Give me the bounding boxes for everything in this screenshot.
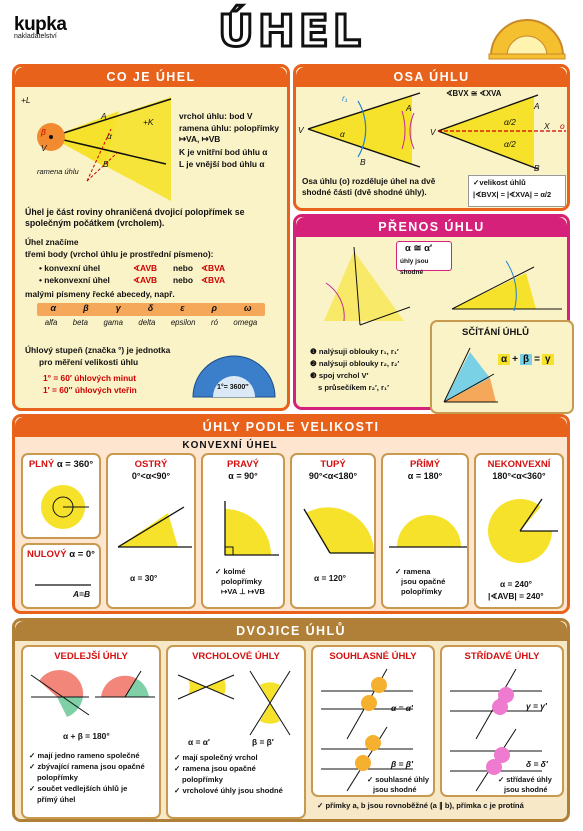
- greek-letter-name: omega: [233, 318, 258, 327]
- full-angle-figure: [35, 477, 91, 533]
- osa-X: X: [544, 121, 550, 131]
- konvex-nebo: nebo: [173, 263, 194, 273]
- card-note-1: ✓ mají jedno rameno společné: [29, 751, 140, 760]
- label-ramena: ramena úhlu: [37, 167, 79, 176]
- card-eq-2: β = β′: [252, 737, 274, 747]
- card-title: TUPÝ: [320, 459, 346, 470]
- obtuse-angle-figure: [296, 501, 376, 557]
- label-A: A: [101, 111, 107, 121]
- def-bullet-1: vrchol úhlu: bod V: [179, 111, 253, 121]
- vertical-angles-figure: [174, 667, 302, 737]
- congruence-eq: α ≅ α′: [405, 243, 433, 254]
- card-title: PŘÍMÝ: [409, 459, 441, 470]
- sum-beta: β: [520, 354, 532, 365]
- znacime-1: třemi body (vrchol úhlu je prostřední písmeno):: [25, 249, 214, 259]
- card-ostry: [106, 453, 196, 609]
- konvex-label: • konvexní úhel: [39, 263, 101, 273]
- greek-letter-name: beta: [72, 318, 88, 327]
- def-bullet-4: L je vnější bod úhlu α: [179, 159, 265, 169]
- card-title: PRAVÝ: [226, 459, 260, 470]
- greek-letter: ε: [180, 303, 185, 313]
- dvojice-footer: ✓ přímky a, b jsou rovnoběžné (a ∥ b), přímka c je protíná: [317, 801, 524, 810]
- label-alpha: α: [107, 131, 112, 141]
- card-primy: [381, 453, 469, 609]
- card-title: VEDLEJŠÍ ÚHLY: [54, 651, 128, 662]
- card-cond: α = 180°: [407, 471, 443, 481]
- card-title: PLNÝ α = 360°: [28, 459, 94, 470]
- card-title: NEKONVEXNÍ: [487, 459, 551, 470]
- card-title: NULOVÝ α = 0°: [27, 549, 95, 560]
- card-note-2: ✓ zbývající ramena jsou opačné: [29, 762, 145, 771]
- def-bullet-3: K je vnitřní bod úhlu α: [179, 147, 268, 157]
- right-angle-figure: [211, 499, 281, 559]
- card-vrcholove: [166, 645, 306, 819]
- card-note-3: polopřímky: [182, 775, 223, 784]
- card-pravy: [201, 453, 285, 609]
- osa-text: Osa úhlu (o) rozděluje úhel na dvě shodné části (dvě shodné úhly).: [302, 177, 436, 197]
- osa-V2: V: [430, 127, 436, 137]
- card-note-2: jsou shodné: [373, 785, 417, 794]
- acute-angle-figure: [114, 501, 194, 551]
- konvex-sym-2: ∢BVA: [201, 263, 226, 273]
- prenos-step-2: ❷ nalýsuji oblouky r₂, r₂′: [310, 359, 400, 368]
- card-note-5: přímý úhel: [37, 795, 76, 804]
- stupen-2: pro měření velikosti úhlu: [39, 357, 139, 367]
- card-note-2: ✓ ramena jsou opačné: [174, 764, 256, 773]
- osa-o: o: [560, 121, 565, 131]
- greek-letter-name: epsilon: [170, 318, 196, 327]
- card-plny: [21, 453, 101, 539]
- congruence-sub: úhly jsou shodné: [400, 258, 429, 276]
- prenos-step-3: ❸ spoj vrchol V′: [310, 371, 369, 380]
- panel-co-je-uhel: [12, 64, 290, 411]
- card-note-1: ✓ ramena: [395, 567, 431, 576]
- card-eq-1: γ = γ′: [526, 701, 547, 711]
- card-value: α = 120°: [314, 573, 347, 583]
- nekonvex-label: • nekonvexní úhel: [39, 275, 110, 285]
- sum-alpha: α: [498, 354, 510, 365]
- transfer-figure-2: [446, 247, 566, 317]
- osa-V1: V: [298, 125, 304, 135]
- greek-line: malými písmeny řecké abecedy, např.: [25, 289, 175, 299]
- definition-text: Úhel je část roviny ohraničená dvojicí polopřímek se společným počátkem (vrcholem).: [25, 207, 245, 228]
- card-note-1: ✓ souhlasné úhly: [367, 775, 430, 784]
- osa-A2: A: [534, 101, 540, 111]
- osa-alpha1: α: [340, 129, 345, 139]
- nekonvex-sym-1: ∢AVB: [133, 275, 158, 285]
- card-souhlasne: [311, 645, 435, 797]
- greek-letter-name: gama: [103, 318, 123, 327]
- nekonvex-nebo: nebo: [173, 275, 194, 285]
- nulovy-eq: A=B: [73, 589, 90, 599]
- greek-strip: [37, 303, 265, 331]
- osa-half-bot: α/2: [504, 139, 516, 149]
- card-title: STŘÍDAVÉ ÚHLY: [464, 651, 540, 662]
- greek-letter: ω: [243, 303, 252, 313]
- osa-r1: r₁: [342, 93, 348, 103]
- minuty: 1° = 60′ úhlových minut: [43, 373, 137, 383]
- def-bullet-2: ramena úhlu: polopřímky ↦VA, ↦VB: [179, 123, 280, 144]
- card-eq-2: β = β′: [391, 759, 413, 769]
- sum-eq: =: [534, 354, 540, 365]
- protractor-label: 1°= 3600″: [217, 384, 249, 391]
- bisector-figure-2: [434, 95, 568, 175]
- card-cond: 0°<α<90°: [131, 471, 171, 481]
- card-nulovy: [21, 543, 101, 609]
- card-note-2: jsou opačné: [401, 577, 446, 586]
- card-note-4: ✓ součet vedlejších úhlů je: [29, 784, 128, 793]
- card-note-4: ✓ vrcholové úhly jsou shodné: [174, 786, 283, 795]
- card-title: VRCHOLOVÉ ÚHLY: [192, 651, 280, 662]
- card-cond: 90°<α<180°: [308, 471, 358, 481]
- greek-letter: γ: [115, 303, 121, 313]
- panel-heading: CO JE ÚHEL: [15, 67, 287, 87]
- card-value-2: |∢AVB| = 240°: [488, 591, 544, 601]
- card-nekonvexni: [474, 453, 564, 609]
- osa-note-box: [468, 175, 566, 207]
- card-note-3: polopřímky: [37, 773, 78, 782]
- card-tupy: [290, 453, 376, 609]
- sum-gamma: γ: [542, 354, 554, 365]
- card-eq-1: α = α′: [188, 737, 210, 747]
- sum-formula: [498, 354, 554, 365]
- card-eq: α + β = 180°: [63, 731, 110, 741]
- panel-heading: OSA ÚHLU: [296, 67, 567, 87]
- sum-plus: +: [512, 354, 518, 365]
- card-note-3: polopřímky: [401, 587, 442, 596]
- logo-subtext: nakladatelství: [14, 33, 57, 40]
- panel-heading: ÚHLY PODLE VELIKOSTI: [15, 417, 567, 437]
- label-beta: β: [41, 127, 46, 137]
- adjacent-angles-figure: [27, 667, 157, 723]
- card-value: α = 240°: [500, 579, 533, 589]
- card-title: SOUHLASNÉ ÚHLY: [329, 651, 417, 662]
- label-K: +K: [143, 117, 154, 127]
- greek-letter: α: [50, 303, 57, 313]
- page-title: ÚHEL: [218, 6, 365, 57]
- konvex-sym-1: ∢AVB: [133, 263, 158, 273]
- scitani-heading: SČÍTÁNÍ ÚHLŮ: [462, 327, 530, 338]
- osa-half-top: α/2: [504, 117, 516, 127]
- nekonvex-sym-2: ∢BVA: [201, 275, 226, 285]
- osa-note-1: ✓velikost úhlů: [473, 178, 526, 187]
- prenos-step-4: s průsečíkem r₂′, r₁′: [318, 383, 389, 392]
- card-value: α = 30°: [130, 573, 158, 583]
- greek-letter: δ: [147, 303, 154, 313]
- card-eq-1: α = α′: [391, 703, 413, 713]
- card-cond: α = 90°: [228, 471, 258, 481]
- panel-scitani: [430, 320, 574, 414]
- card-note-1: ✓ mají společný vrchol: [174, 753, 258, 762]
- panel-velikost: [12, 414, 570, 614]
- card-eq-2: δ = δ′: [526, 759, 548, 769]
- osa-B2: B: [534, 163, 540, 173]
- osa-A1: A: [406, 103, 412, 113]
- greek-letter-name: ró: [211, 318, 218, 327]
- osa-eq-top: ∢BVX ≅ ∢XVA: [446, 89, 502, 98]
- card-note-2: jsou shodné: [504, 785, 548, 794]
- congruence-box: [396, 241, 452, 276]
- protractor-icon: [487, 12, 567, 60]
- panel-heading: PŘENOS ÚHLU: [296, 217, 567, 237]
- konvex-subheading: KONVEXNÍ ÚHEL: [182, 440, 278, 451]
- card-note-3: ↦VA ⊥ ↦VB: [221, 587, 265, 596]
- sum-figure: [440, 344, 500, 406]
- prenos-step-1: ❶ nalýsuji oblouky r₁, r₁′: [310, 347, 399, 356]
- panel-dvojice: [12, 618, 570, 822]
- osa-B1: B: [360, 157, 366, 167]
- vteriny: 1′ = 60″ úhlových vteřin: [43, 385, 137, 395]
- greek-letter: β: [83, 303, 89, 313]
- logo-text: kupka: [14, 14, 67, 35]
- greek-letter-name: delta: [138, 318, 156, 327]
- znacime-head: Úhel značíme: [25, 237, 79, 247]
- panel-osa-uhlu: [293, 64, 570, 211]
- card-note-2: polopřímky: [221, 577, 262, 586]
- greek-letter-name: alfa: [44, 318, 58, 327]
- panel-heading: DVOJICE ÚHLŮ: [15, 621, 567, 641]
- bisector-figure-1: [302, 91, 432, 169]
- card-note-1: ✓ střídavé úhly: [498, 775, 552, 784]
- label-V: V: [41, 143, 47, 153]
- osa-note-2: |∢BVX| = |∢XVA| = α/2: [473, 190, 552, 199]
- stupen-1: Úhlový stupeň (značka °) je jednotka: [25, 345, 171, 355]
- card-stridave: [440, 645, 564, 797]
- card-cond: 180°<α<360°: [492, 471, 546, 481]
- greek-letter: ρ: [211, 303, 217, 313]
- label-L: +L: [21, 95, 31, 105]
- card-vedlejsi: [21, 645, 161, 819]
- straight-angle-figure: [387, 505, 467, 555]
- card-title: OSTRÝ: [134, 459, 168, 470]
- label-B: B: [103, 159, 109, 169]
- card-note-1: ✓ kolmé: [215, 567, 246, 576]
- reflex-angle-figure: [484, 493, 558, 567]
